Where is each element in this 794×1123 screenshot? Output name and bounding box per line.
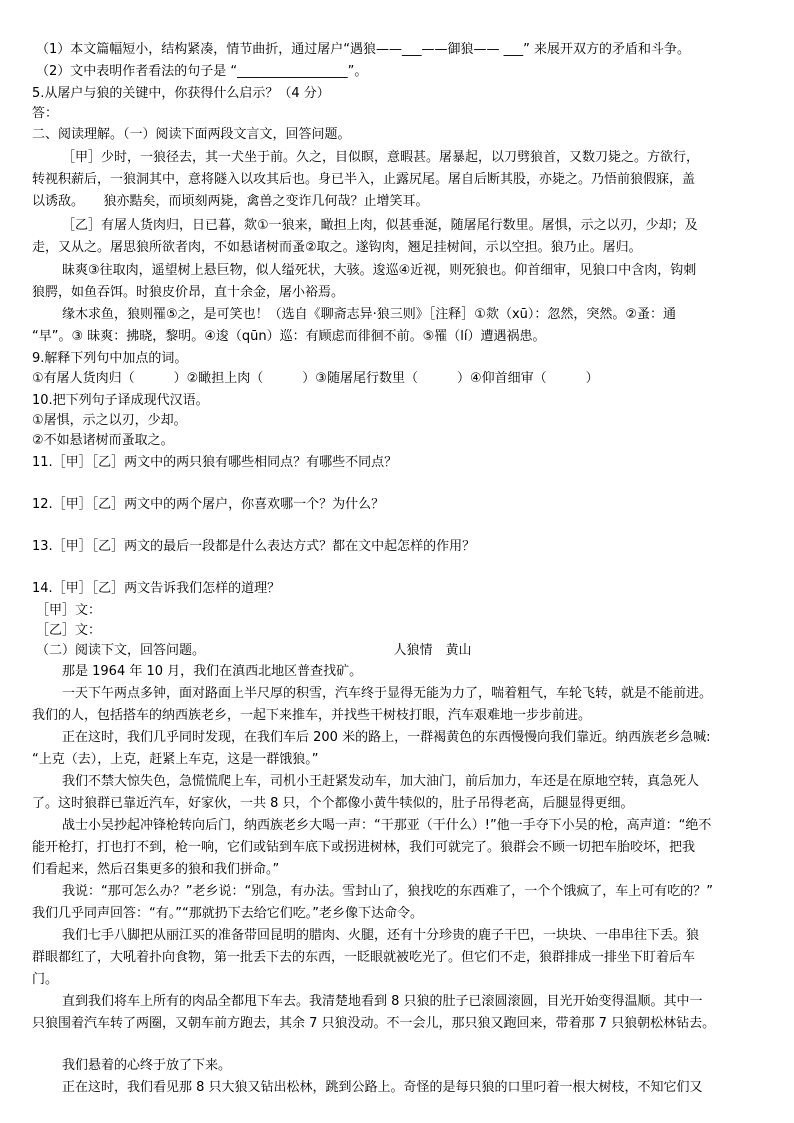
story-line: 门。	[32, 972, 59, 987]
story-line: 群眼都红了，大吼着扑向食物，第一批丢下去的东西，一眨眼就被吃光了。但它们不走，狼群排成一排坐下盯着后车	[32, 950, 696, 965]
answer-jia: ［甲］文：	[36, 603, 102, 618]
story-line: 正在这时，我们几乎同时发现，在我们车后 200 米的路上，一群褐黄色的东西慢慢向我们靠近。纳西族老乡急喊:	[62, 730, 711, 745]
question-5: 5.从屠户与狼的关键中，你获得什么启示？（4 分）	[32, 86, 330, 101]
question-11: 11.［甲］［乙］两文中的两只狼有哪些相同点？有哪些不同点？	[32, 455, 398, 470]
story-line: 直到我们将车上所有的肉品全都甩下车去。我清楚地看到 8 只狼的肚子已滚圆滚圆，目光开始变得温顺。其中一	[62, 994, 703, 1009]
story-line: 只狼围着汽车转了两圈，又朝车前方跑去，其余 7 只狼没动。不一会儿，那只狼又跑回来，带着那 7 只狼朝松林钻去。	[32, 1016, 716, 1031]
passage-yi-line: 狼腭，如鱼吞饵。时狼皮价昂，直十余金，屠小裕焉。	[32, 285, 345, 300]
text-line: （2）文中表明作者看法的句子是 “_________________”。	[36, 64, 368, 79]
answer-label: 答：	[32, 106, 59, 121]
question-10-item: ①屠惧，示之以刃，少却。	[32, 413, 187, 428]
question-14: 14.［甲］［乙］两文告诉我们怎样的道理？	[32, 581, 281, 596]
passage-jia-line: 转视积薪后，一狼洞其中，意将隧入以攻其后也。身已半入，止露尻尾。屠自后断其股，亦毙之。乃悟前狼假寐，盖	[32, 172, 696, 187]
answer-yi: ［乙］文：	[36, 623, 102, 638]
story-line: 我们悬着的心终于放了下来。	[62, 1058, 232, 1073]
question-10-item: ②不如悬诸树而蚤取之。	[32, 433, 174, 448]
story-line: 我说：“那可怎么办？”老乡说：“别急，有办法。雪封山了，狼找吃的东西难了，一个个饿疯了，车上可有吃的？”	[62, 884, 713, 899]
story-line: 我们几乎同声回答：“有。”“那就扔下去给它们吃。”老乡像下达命令。	[32, 906, 423, 921]
text-line: （1）本文篇幅短小，结构紧凑，情节曲折，通过屠户“遇狼——___——御狼—— ___” 来展开双方的矛盾和斗争。	[36, 42, 691, 57]
passage-yi-line: 昧爽③往取肉，遥望树上悬巨物，似人缢死状，大骇。逡巡④近视，则死狼也。仰首细审，见狼口中含肉，钩刺	[62, 263, 697, 278]
story-line: 了。这时狼群已靠近汽车，好家伙，一共 8 只，个个都像小黄牛犊似的，肚子吊得老高，后腿显得更细。	[32, 796, 634, 811]
section-two-heading: （二）阅读下文，回答问题。 人狼情 黄山	[36, 643, 472, 658]
question-9-items: ①有屠人货肉归（ ）②瞰担上肉（ ）③随屠尾行数里（ ）④仰首细审（ ）	[32, 371, 599, 386]
passage-jia-line: ［甲］少时，一狼径去，其一犬坐于前。久之，目似瞑，意暇甚。屠暴起，以刀劈狼首，又数刀毙之。方欲行，	[62, 150, 700, 165]
notes-line: “早”。③ 昧爽：拂晓，黎明。④逡（qūn）巡：有顾虑而徘徊不前。⑤罹（lí）遭遇祸患。	[32, 329, 546, 344]
question-13: 13.［甲］［乙］两文的最后一段都是什么表达方式？都在文中起怎样的作用？	[32, 539, 476, 554]
story-line: 我们不禁大惊失色，急慌慌爬上车，司机小王赶紧发动车，加大油门，前后加力，车还是在原地空转，真急死人	[62, 774, 700, 789]
story-line: 正在这时，我们看见那 8 只大狼又钻出松林，跳到公路上。奇怪的是每只狼的口里叼着一根大树枝，不知它们又	[62, 1080, 703, 1095]
story-line: 们看起来，然后召集更多的狼和我们拼命。”	[32, 862, 280, 877]
question-9: 9.解释下列句中加点的词。	[32, 351, 188, 366]
story-line: 那是 1964 年 10 月，我们在滇西北地区普查找矿。	[62, 664, 363, 679]
section-heading: 二、阅读理解。（一）阅读下面两段文言文，回答问题。	[32, 127, 351, 142]
story-line: 战士小吴抄起冲锋枪转向后门，纳西族老乡大喝一声：“干那亚（干什么）!”他一手夺下小吴的枪，高声道：“绝不	[62, 818, 712, 833]
story-line: “上克（去），上克，赶紧上车克，这是一群饿狼。”	[32, 752, 319, 767]
story-line: 能开枪打，打也打不到，枪一响，它们或钻到车底下或拐进树林，我们可就完了。狼群会不顾一切把车胎咬坏，把我	[32, 840, 696, 855]
passage-jia-line: 以诱敌。 狼亦黠矣，而顷刻两毙，禽兽之变诈几何哉？止增笑耳。	[32, 194, 429, 209]
passage-yi-line: 走，又从之。屠思狼所欲者肉，不如悬诸树而蚤②取之。遂钩肉，翘足挂树间，示以空担。狼乃止。屠归。	[32, 240, 642, 255]
question-12: 12.［甲］［乙］两文中的两个屠户，你喜欢哪一个？为什么？	[32, 497, 385, 512]
story-line: 一天下午两点多钟，面对路面上半尺厚的积雪，汽车终于显得无能为力了，喘着粗气，车轮飞转，就是不能前进。	[62, 686, 713, 701]
passage-yi-line: ［乙］有屠人货肉归，日已暮，欻①一狼来，瞰担上肉，似甚垂涎，随屠尾行数里。屠惧，示之以刃，少却；及	[62, 218, 698, 233]
passage-yi-line: 缘木求鱼，狼则罹⑤之，是可笑也！（选自《聊斋志异·狼三则》［注释］①欻（xū）：忽然，突然。②蚤：通	[62, 307, 677, 322]
story-line: 我们七手八脚把从丽江买的准备带回昆明的腊肉、火腿，还有十分珍贵的鹿子干巴，一块块、一串串往下丢。狼	[62, 928, 700, 943]
question-10: 10.把下列句子译成现代汉语。	[32, 393, 209, 408]
story-line: 我们的人，包括搭车的纳西族老乡，一起下来推车，并找些干树枝打眼，汽车艰难地一步步前进。	[32, 708, 592, 723]
